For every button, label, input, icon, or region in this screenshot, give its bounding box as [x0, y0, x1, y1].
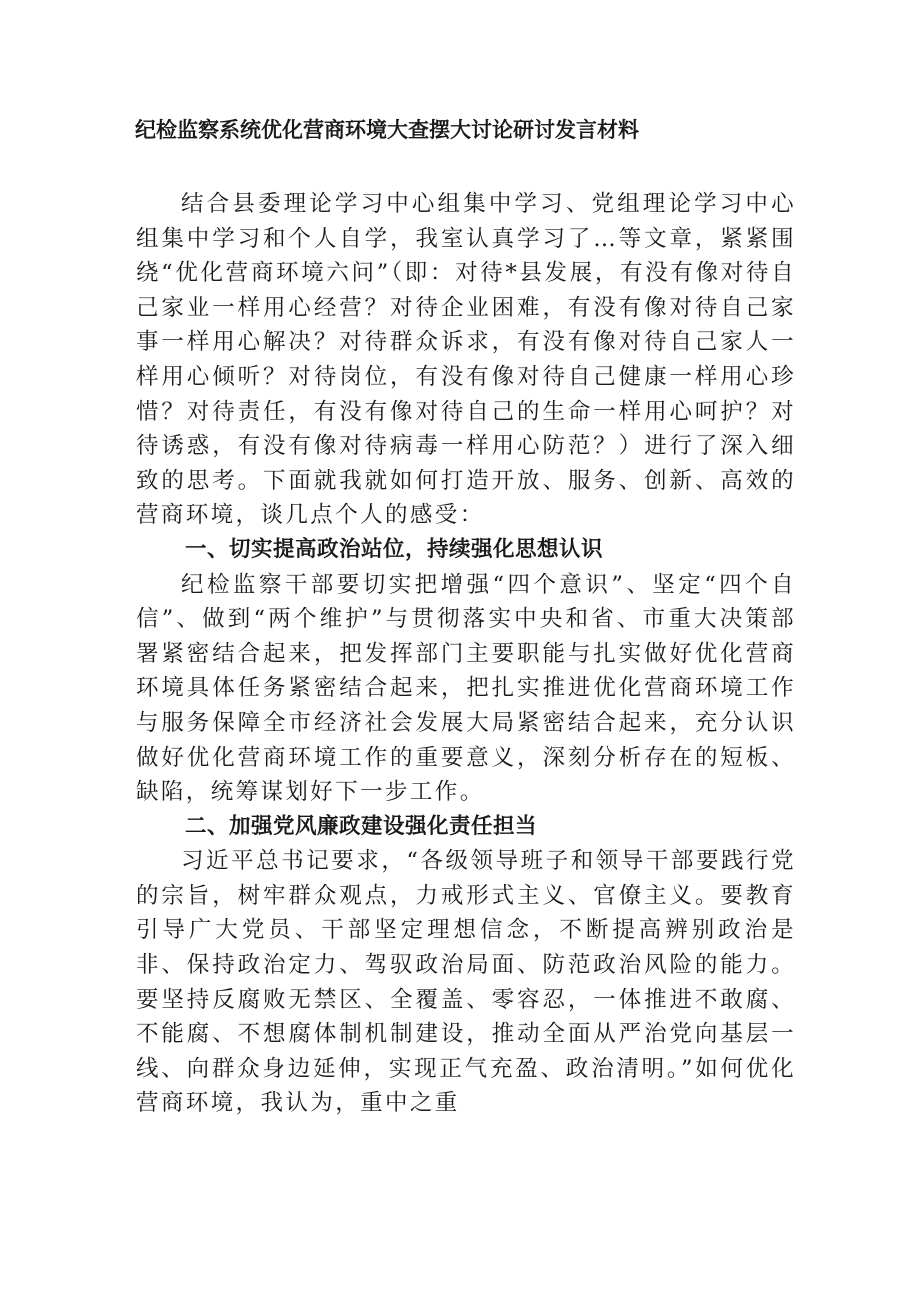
- section-1-paragraph: 纪检监察干部要切实把增强“四个意识”、坚定“四个自信”、做到“两个维护”与贯彻落实中央和省、市重大决策部署紧密结合起来，把发挥部门主要职能与扎实做好优化营商环境具体任务紧密结合起来，把扎实推进优化营商环境工作与服务保障全市经济社会发展大局紧密结合起来，充分认识做好优化营商环境工作的重要意义，深刻分析存在的短板、缺陷，统筹谋划好下一步工作。: [136, 571, 796, 806]
- document-title: 纪检监察系统优化营商环境大查摆大讨论研讨发言材料: [135, 118, 639, 142]
- document-body: [136, 187, 796, 1121]
- section-heading-1: 一、切实提高政治站位，持续强化思想认识: [185, 536, 604, 562]
- intro-paragraph: 结合县委理论学习中心组集中学习、党组理论学习中心组集中学习和个人自学，我室认真学习了…等文章，紧紧围绕“优化营商环境六问”（即：对待*县发展，有没有像对待自己家业一样用心经营？对待企业困难，有没有像对待自己家事一样用心解决？对待群众诉求，有没有像对待自己家人一样用心倾听？对待岗位，有没有像对待自己健康一样用心珍惜？对待责任，有没有像对待自己的生命一样用心呵护？对待诱惑，有没有像对待病毒一样用心防范？）进行了深入细致的思考。下面就我就如何打造开放、服务、创新、高效的营商环境，谈几点个人的感受：: [136, 191, 796, 529]
- section-2-paragraph: 习近平总书记要求，“各级领导班子和领导干部要践行党的宗旨，树牢群众观点，力戒形式主义、官僚主义。要教育引导广大党员、干部坚定理想信念，不断提高辨别政治是非、保持政治定力、驾驭政治局面、防范政治风险的能力。要坚持反腐败无禁区、全覆盖、零容忍，一体推进不敢腐、不能腐、不想腐体制机制建设，推动全面从严治党向基层一线、向群众身边延伸，实现正气充盈、政治清明。”如何优化营商环境，我认为，重中之重: [136, 848, 796, 1117]
- section-heading-2: 二、加强党风廉政建设强化责任担当: [185, 813, 538, 839]
